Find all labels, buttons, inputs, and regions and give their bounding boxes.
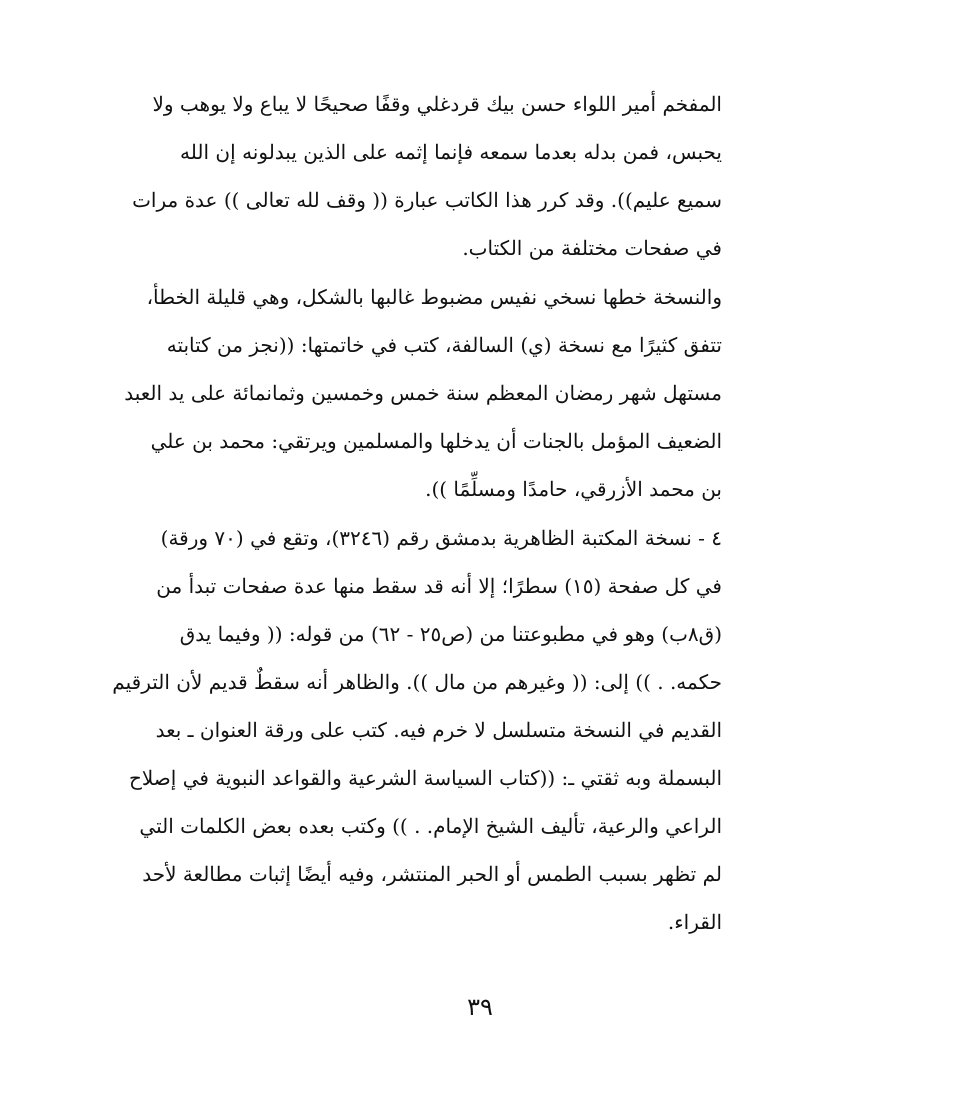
text-line: ٤ - نسخة المكتبة الظاهرية بدمشق رقم (٣٢٤٦)، وتقع في (٧٠ ورقة) (160, 526, 722, 550)
paragraph-2 (124, 273, 722, 513)
text-line: لم تظهر بسبب الطمس أو الحبر المنتشر، وفيه أيضًا إثبات مطالعة لأحد (142, 862, 722, 886)
text-line: القراء. (667, 910, 722, 934)
text-line: (ق٨ب) وهو في مطبوعتنا من (ص٢٥ - ٦٢) من قوله: (( وفيما يدق (179, 622, 722, 646)
text-line: سميع عليم)). وقد كرر هذا الكاتب عبارة (( وقف لله تعالى )) عدة مرات (132, 188, 722, 212)
text-line: مستهل شهر رمضان المعظم سنة خمس وخمسين وثمانمائة على يد العبد (124, 381, 722, 405)
text-line: الضعيف المؤمل بالجنات أن يدخلها والمسلمين ويرتقي: محمد بن علي (150, 429, 722, 453)
text-line: يحبس، فمن بدله بعدما سمعه فإنما إثمه على الذين يبدلونه إن الله (180, 140, 722, 164)
text-line: حكمه. . )) إلى: (( وغيرهم من مال )). والظاهر أنه سقطٌ قديم لأن الترقيم (112, 670, 722, 694)
text-line: تتفق كثيرًا مع نسخة (ي) السالفة، كتب في خاتمتها: ((نجز من كتابته (166, 333, 722, 357)
text-line: البسملة وبه ثقتي ـ: ((كتاب السياسة الشرعية والقواعد النبوية في إصلاح (128, 766, 722, 790)
paragraph-1 (132, 80, 722, 272)
text-line: المفخم أمير اللواء حسن بيك قردغلي وقفًا صحيحًا لا يباع ولا يوهب ولا (152, 92, 722, 116)
text-line: بن محمد الأزرقي، حامدًا ومسلِّمًا )). (425, 477, 722, 501)
paragraph-3 (112, 514, 722, 946)
text-line: في صفحات مختلفة من الكتاب. (462, 236, 722, 260)
text-line: القديم في النسخة متسلسل لا خرم فيه. كتب على ورقة العنوان ـ بعد (155, 718, 722, 742)
page-number: ٣٩ (467, 993, 493, 1021)
text-line: في كل صفحة (١٥) سطرًا؛ إلا أنه قد سقط منها عدة صفحات تبدأ من (156, 574, 722, 598)
text-line: والنسخة خطها نسخي نفيس مضبوط غالبها بالشكل، وهي قليلة الخطأ، (146, 285, 722, 309)
text-line: الراعي والرعية، تأليف الشيخ الإمام. . )) وكتب بعده بعض الكلمات التي (139, 814, 722, 838)
